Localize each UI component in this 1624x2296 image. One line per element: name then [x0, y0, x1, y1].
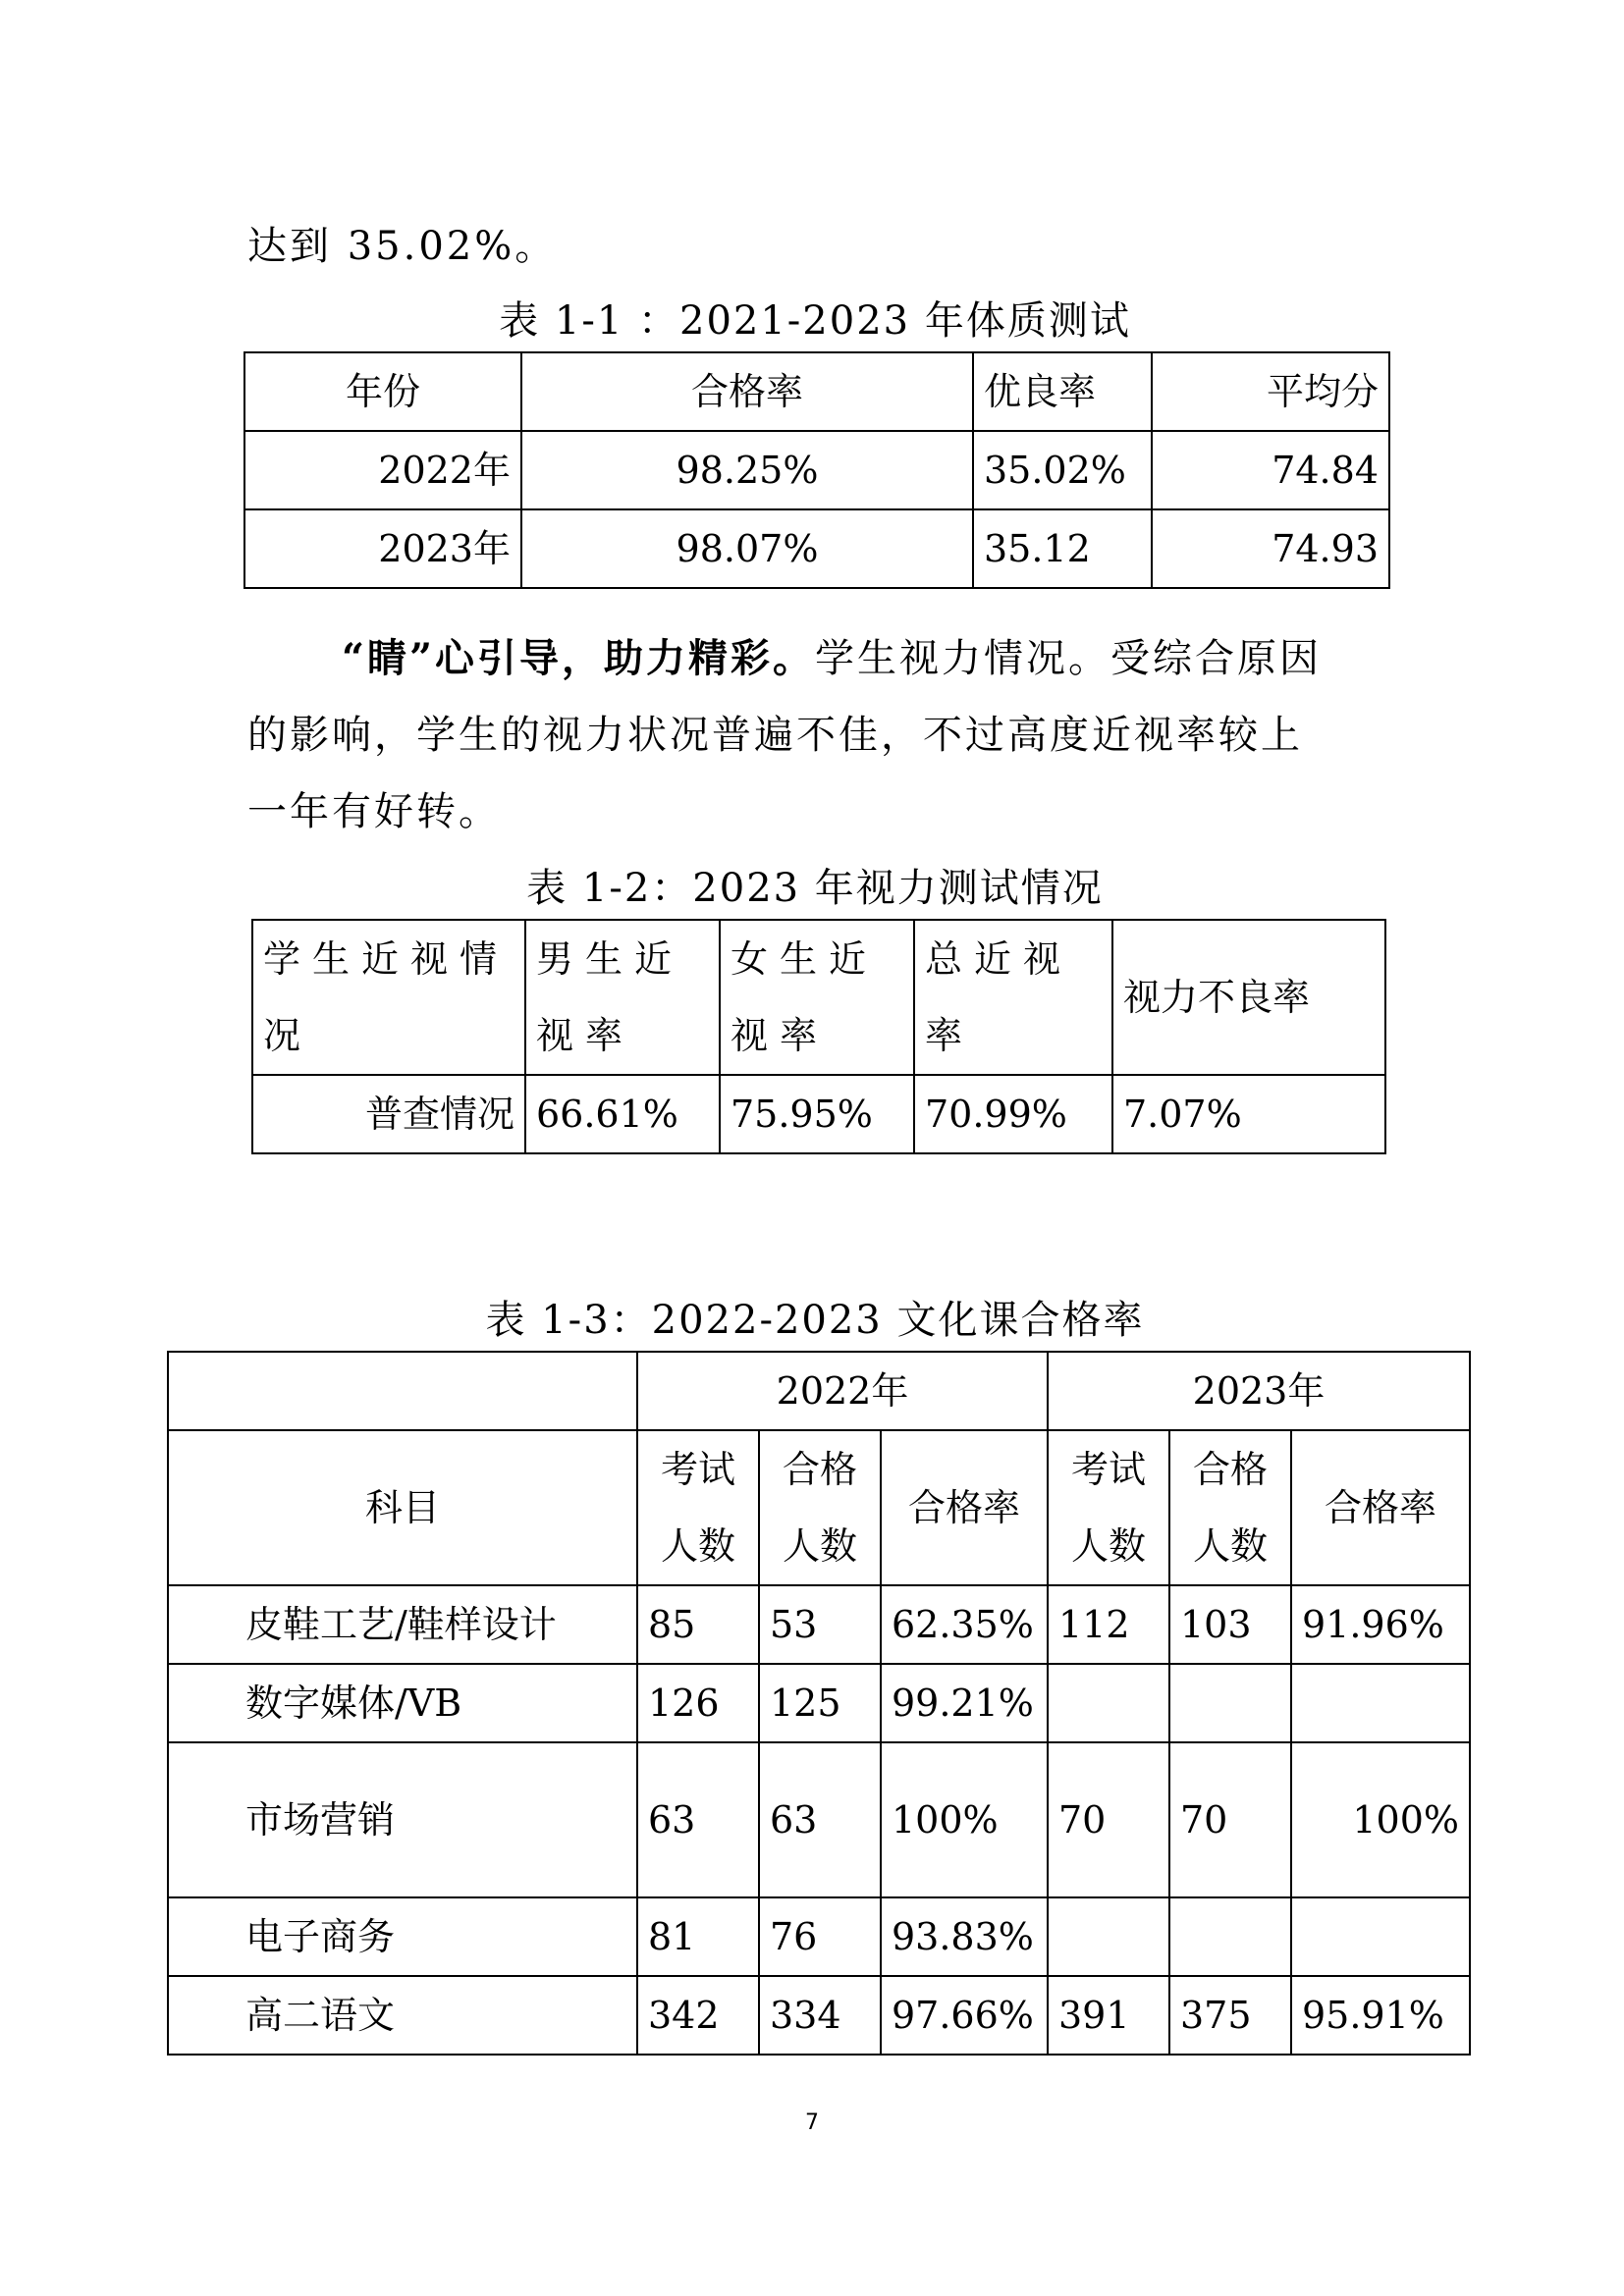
table2	[251, 919, 1386, 1154]
table3-exam-header: 考试人数	[1048, 1430, 1169, 1585]
table3-cell: 76	[759, 1897, 881, 1976]
table3-cell	[1048, 1897, 1169, 1976]
table3-cell	[1048, 1664, 1169, 1742]
paragraph-line-2: 的影响，学生的视力状况普遍不佳，不过高度近视率较上	[247, 713, 1303, 758]
table2-header-row	[252, 920, 1385, 1075]
paragraph-line-3: 一年有好转。	[247, 789, 501, 834]
table3-cell: 数字媒体/VB	[168, 1664, 637, 1742]
table3-year-row	[168, 1352, 1470, 1430]
table3-cell: 91.96%	[1291, 1585, 1470, 1664]
table3-cell: 62.35%	[881, 1585, 1048, 1664]
table2-header-cell: 视力不良率	[1112, 920, 1385, 1075]
table1-header-pass-rate: 合格率	[521, 352, 973, 431]
table3-cell: 391	[1048, 1976, 1169, 2055]
table3-year-2022: 2022年	[637, 1352, 1048, 1430]
table3-cell: 85	[637, 1585, 759, 1664]
table3-cell: 334	[759, 1976, 881, 2055]
table2-header-cell: 学生近视情况	[252, 920, 525, 1075]
table2-header-cell: 总近视率	[914, 920, 1112, 1075]
table1-header-excellent-rate: 优良率	[973, 352, 1152, 431]
table3-year-2023: 2023年	[1048, 1352, 1470, 1430]
table3-cell	[1169, 1897, 1291, 1976]
table2-cell: 75.95%	[720, 1075, 914, 1153]
table3-rate-header: 合格率	[881, 1430, 1048, 1585]
table2-cell: 7.07%	[1112, 1075, 1385, 1153]
table3	[167, 1351, 1471, 2056]
table2-header-cell: 男生近视率	[525, 920, 720, 1075]
table3-cell: 100%	[1291, 1742, 1470, 1897]
table3-exam-header: 考试人数	[637, 1430, 759, 1585]
table3-cell: 97.66%	[881, 1976, 1048, 2055]
table-row	[168, 1742, 1470, 1897]
table3-pass-header: 合格人数	[1169, 1430, 1291, 1585]
table2-cell: 66.61%	[525, 1075, 720, 1153]
table1-caption: 表 1-1 ：2021-2023 年体质测试	[499, 298, 1131, 344]
table1-cell: 98.25%	[521, 431, 973, 509]
table3-cell: 63	[759, 1742, 881, 1897]
table3-cell	[1291, 1897, 1470, 1976]
table1-header-row	[244, 352, 1389, 431]
table1-cell: 35.12	[973, 509, 1152, 588]
table-row	[252, 1075, 1385, 1153]
table3-subject-header: 科目	[168, 1430, 637, 1585]
table3-cell: 70	[1169, 1742, 1291, 1897]
table3-cell: 95.91%	[1291, 1976, 1470, 2055]
table2-cell: 普查情况	[252, 1075, 525, 1153]
table3-pass-header: 合格人数	[759, 1430, 881, 1585]
table1-cell: 35.02%	[973, 431, 1152, 509]
table3-caption: 表 1-3：2022-2023 文化课合格率	[485, 1298, 1145, 1343]
table3-cell: 皮鞋工艺/鞋样设计	[168, 1585, 637, 1664]
table3-cell: 342	[637, 1976, 759, 2055]
table3-cell: 高二语文	[168, 1976, 637, 2055]
table3-cell: 125	[759, 1664, 881, 1742]
table1-cell: 2022年	[244, 431, 521, 509]
table2-caption: 表 1-2：2023 年视力测试情况	[526, 866, 1104, 911]
table3-cell: 112	[1048, 1585, 1169, 1664]
table3-cell: 103	[1169, 1585, 1291, 1664]
table2-header-cell: 女生近视率	[720, 920, 914, 1075]
table-row	[244, 509, 1389, 588]
table-row	[244, 431, 1389, 509]
table3-cell: 81	[637, 1897, 759, 1976]
table1-cell: 74.84	[1152, 431, 1389, 509]
table3-header-row	[168, 1430, 1470, 1585]
table2-cell: 70.99%	[914, 1075, 1112, 1153]
paragraph-bold-lead: “睛”心引导，助力精彩。	[342, 635, 816, 681]
table-row	[168, 1897, 1470, 1976]
table3-rate-header: 合格率	[1291, 1430, 1470, 1585]
intro-line: 达到 35.02%。	[247, 224, 558, 269]
table3-cell: 53	[759, 1585, 881, 1664]
table3-cell: 100%	[881, 1742, 1048, 1897]
table1-header-average: 平均分	[1152, 352, 1389, 431]
page-number: 7	[805, 2110, 819, 2135]
vision-paragraph	[247, 620, 1396, 850]
table3-cell: 126	[637, 1664, 759, 1742]
table-row	[168, 1976, 1470, 2055]
table3-cell: 93.83%	[881, 1897, 1048, 1976]
paragraph-line-1	[247, 620, 1396, 697]
table3-cell: 市场营销	[168, 1742, 637, 1897]
table3-cell: 99.21%	[881, 1664, 1048, 1742]
table3-cell	[1291, 1664, 1470, 1742]
table1	[244, 351, 1390, 589]
table1-cell: 74.93	[1152, 509, 1389, 588]
table1-cell: 98.07%	[521, 509, 973, 588]
table3-cell: 电子商务	[168, 1897, 637, 1976]
table3-cell: 375	[1169, 1976, 1291, 2055]
table3-cell: 70	[1048, 1742, 1169, 1897]
table1-cell: 2023年	[244, 509, 521, 588]
paragraph-line1-rest: 学生视力情况。受综合原因	[815, 636, 1323, 681]
table-row	[168, 1585, 1470, 1664]
table3-cell: 63	[637, 1742, 759, 1897]
table-row	[168, 1664, 1470, 1742]
table1-header-year: 年份	[244, 352, 521, 431]
table3-cell	[1169, 1664, 1291, 1742]
table3-corner-cell	[168, 1352, 637, 1430]
